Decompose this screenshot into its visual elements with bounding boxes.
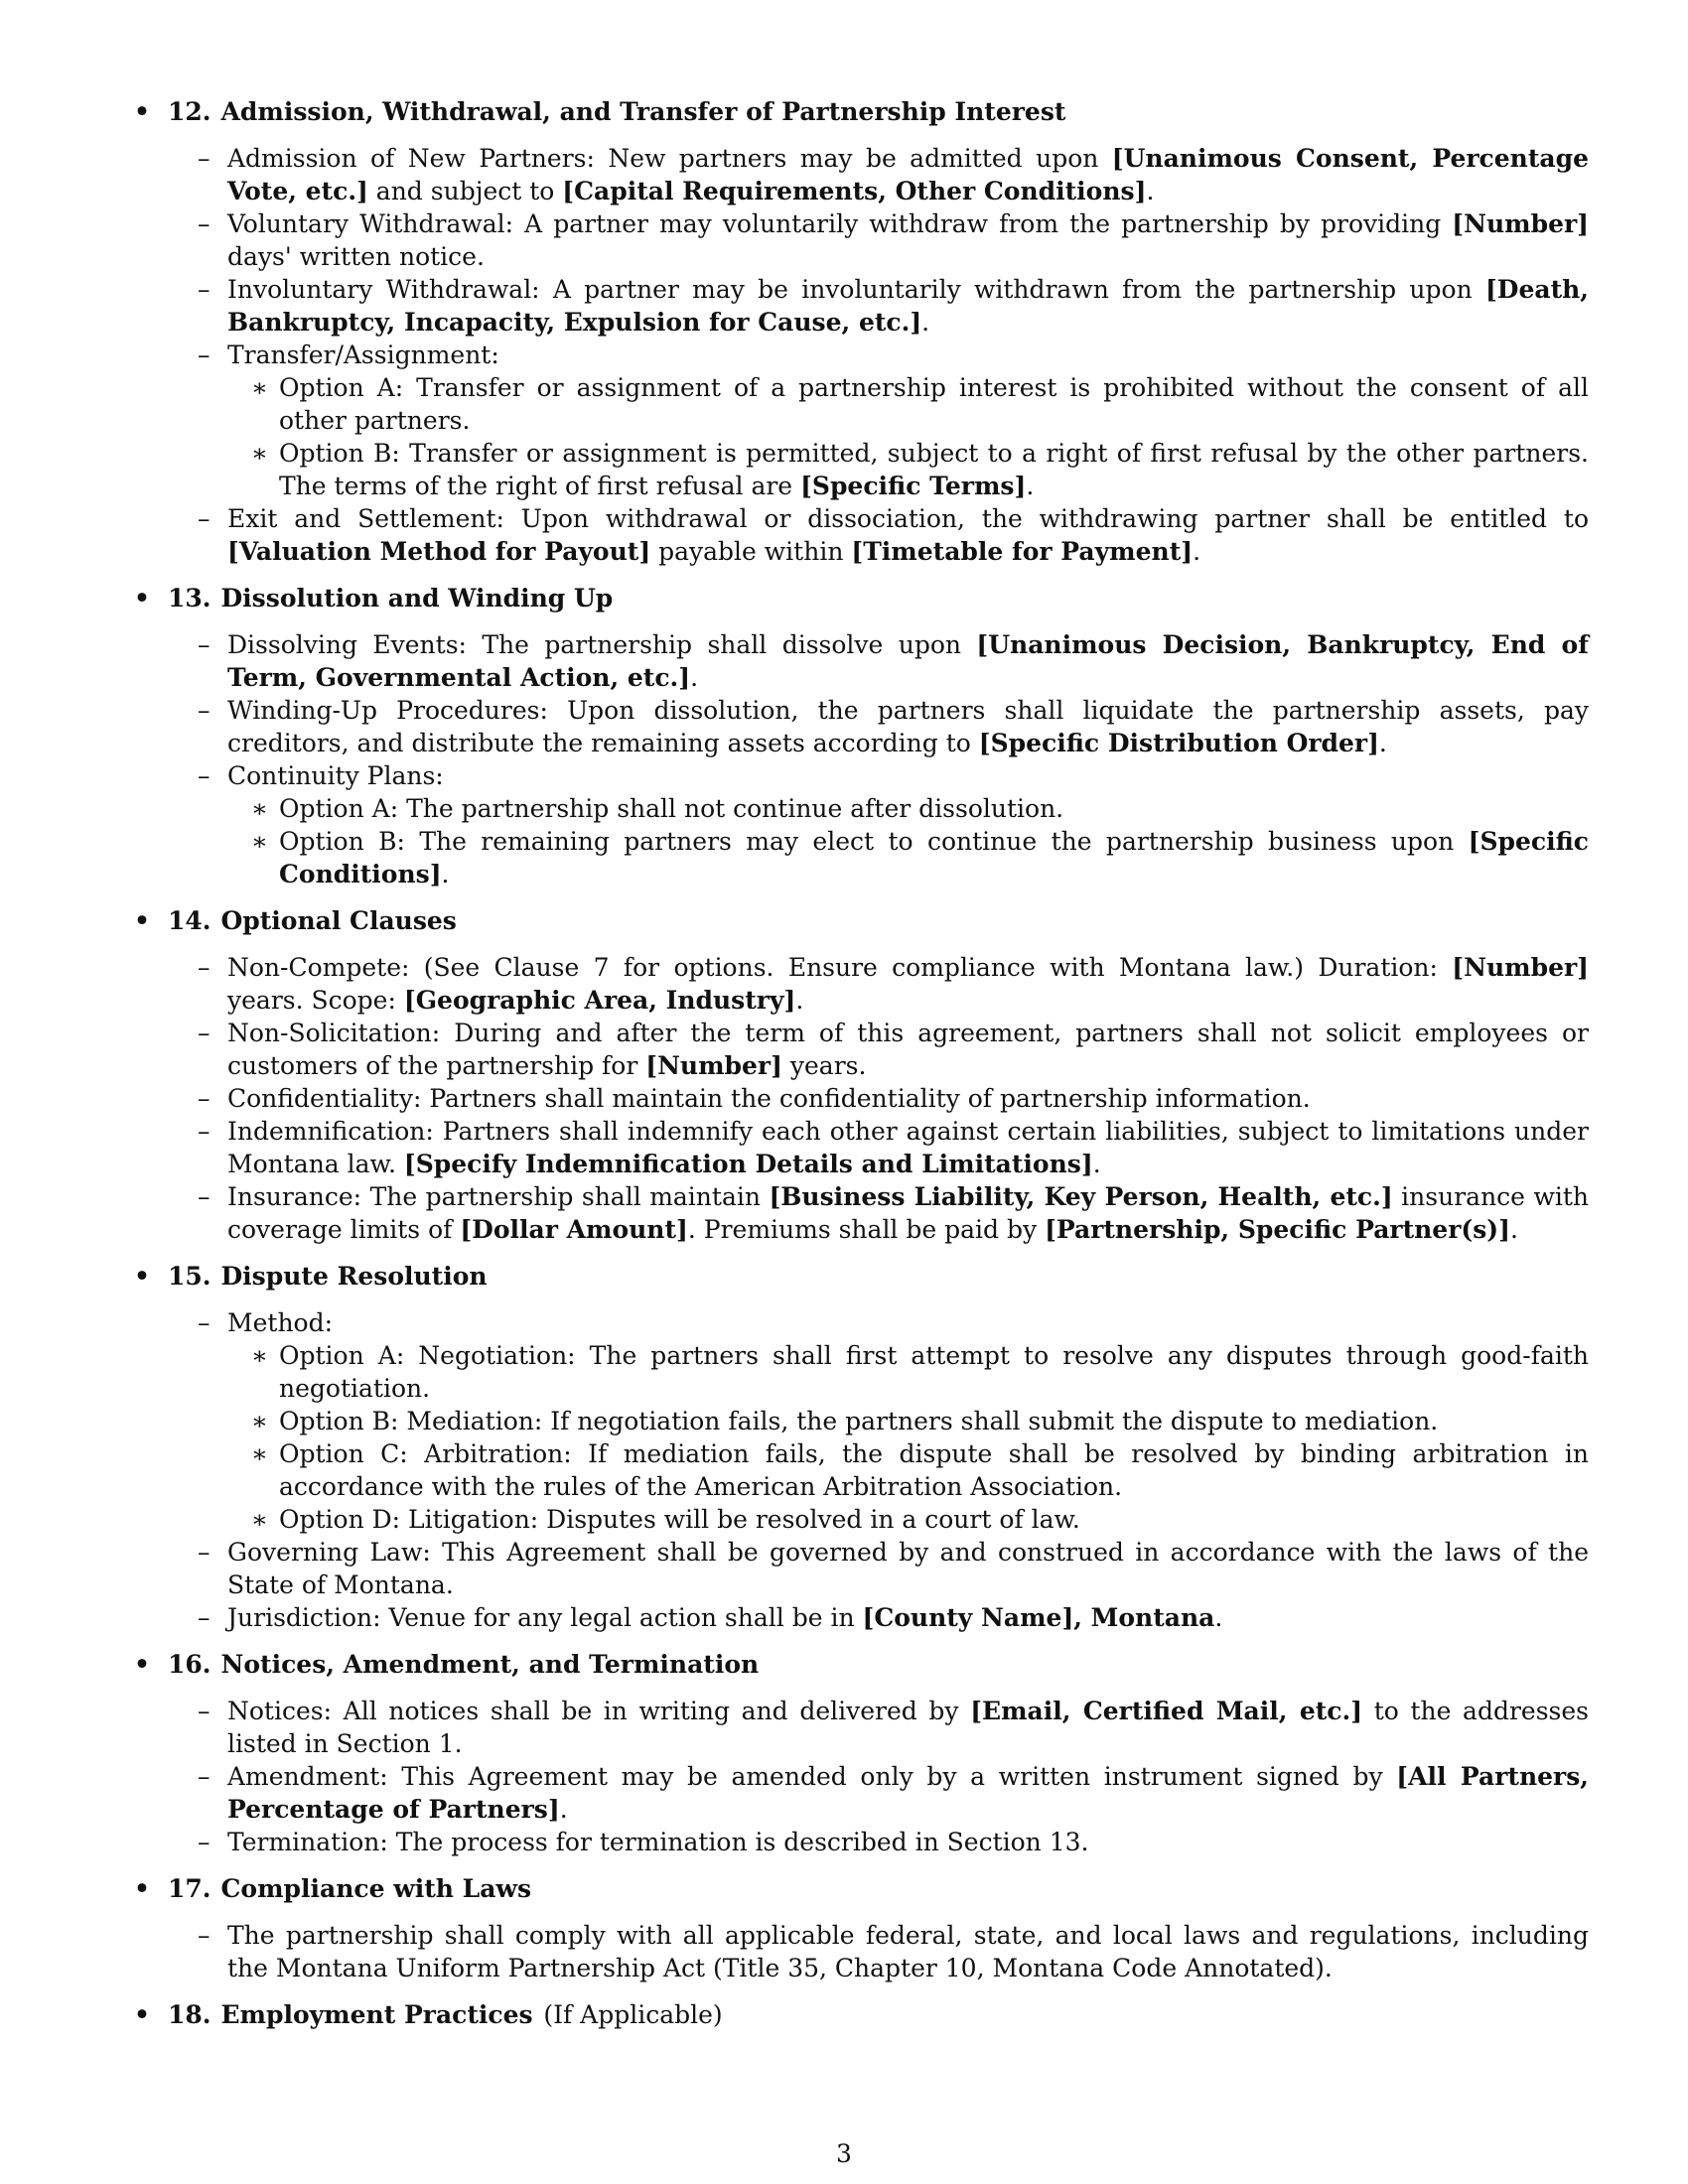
section-heading <box>168 582 1589 614</box>
section-heading <box>168 904 1589 937</box>
text-run: Option B: Transfer or assignment is permitted, subject to a right of first refusal by the other partners. The terms of the right of first refusal are <box>279 439 1589 500</box>
text-run: Admission of New Partners: New partners may be admitted upon <box>227 144 1112 173</box>
clause-list <box>168 628 1589 890</box>
section-heading <box>168 1260 1589 1293</box>
text-run: Option C: Arbitration: If mediation fails, the dispute shall be resolved by binding arbitration in accordance with the rules of the American Arbitration Association. <box>279 1439 1589 1501</box>
dash-icon: – <box>198 630 211 659</box>
text-run: Exit and Settlement: Upon withdrawal or dissociation, the withdrawing partner shall be entitled to <box>227 504 1589 533</box>
asterisk-icon: ∗ <box>251 827 268 856</box>
text-run: insurance with coverage limits of <box>227 1182 1590 1244</box>
text-run: . <box>1026 472 1035 500</box>
placeholder-field: [All Partners, Percentage of Partners] <box>227 1762 1589 1824</box>
section-number: 13. <box>168 584 211 613</box>
clause-item <box>198 502 1589 568</box>
dash-icon: – <box>198 341 211 369</box>
section-number: 16. <box>168 1650 211 1679</box>
section-title: Compliance with Laws <box>220 1874 532 1903</box>
dash-icon: – <box>198 1182 211 1211</box>
text-run: . <box>795 986 804 1015</box>
asterisk-icon: ∗ <box>251 1505 268 1534</box>
dash-icon: – <box>198 1921 211 1950</box>
asterisk-icon: ∗ <box>251 439 268 468</box>
dash-icon: – <box>198 275 211 304</box>
clause-item <box>198 1115 1589 1180</box>
placeholder-field: [Death, Bankruptcy, Incapacity, Expulsion for Cause, etc.] <box>227 275 1589 337</box>
text-run: years. Scope: <box>227 986 404 1015</box>
option-item <box>251 1339 1589 1405</box>
placeholder-field: [Number] <box>645 1051 782 1080</box>
text-run: Involuntary Withdrawal: A partner may be involuntarily withdrawn from the partnership upon <box>227 275 1485 304</box>
clause-item <box>198 207 1589 273</box>
asterisk-icon: ∗ <box>251 373 268 402</box>
clause-item <box>198 628 1589 694</box>
bullet-icon: • <box>134 1650 150 1679</box>
text-run: Notices: All notices shall be in writing and delivered by <box>227 1697 971 1725</box>
placeholder-field: [Partnership, Specific Partner(s)] <box>1045 1215 1510 1244</box>
text-run: . <box>559 1795 568 1824</box>
bullet-icon: • <box>134 1262 150 1291</box>
section-13 <box>134 582 1589 890</box>
placeholder-field: [Number] <box>1452 953 1589 982</box>
section-15 <box>134 1260 1589 1634</box>
text-run: . <box>1146 177 1155 205</box>
text-run: Method: <box>227 1308 334 1337</box>
placeholder-field: [Valuation Method for Payout] <box>227 537 651 566</box>
clause-list <box>168 951 1589 1246</box>
clause-list <box>168 1695 1589 1858</box>
text-run: Transfer/Assignment: <box>227 341 499 369</box>
text-run: . <box>921 308 930 337</box>
option-item <box>251 825 1589 890</box>
section-number: 14. <box>168 906 211 935</box>
dash-icon: – <box>198 1762 211 1791</box>
placeholder-field: [Dollar Amount] <box>460 1215 688 1244</box>
option-list <box>227 371 1589 502</box>
text-run: days' written notice. <box>227 242 485 271</box>
page-number: 3 <box>836 2139 852 2168</box>
dash-icon: – <box>198 1084 211 1113</box>
text-run: . <box>1378 729 1387 757</box>
text-run: Amendment: This Agreement may be amended only by a written instrument signed by <box>227 1762 1397 1791</box>
text-run: . Premiums shall be paid by <box>687 1215 1046 1244</box>
section-note: (If Applicable) <box>543 2000 723 2029</box>
text-run: Termination: The process for termination is described in Section 13. <box>227 1828 1089 1856</box>
option-list <box>227 1339 1589 1536</box>
section-title: Optional Clauses <box>220 906 457 935</box>
dash-icon: – <box>198 1603 211 1632</box>
clause-list <box>168 1919 1589 1984</box>
text-run: years. <box>781 1051 867 1080</box>
dash-icon: – <box>198 1308 211 1337</box>
dash-icon: – <box>198 1117 211 1146</box>
section-heading <box>168 95 1589 128</box>
clause-item <box>198 142 1589 207</box>
dash-icon: – <box>198 209 211 238</box>
option-item <box>251 1437 1589 1503</box>
text-run: Option B: Mediation: If negotiation fails, the partners shall submit the dispute to mediation. <box>279 1407 1439 1435</box>
section-16 <box>134 1648 1589 1858</box>
section-heading <box>168 1872 1589 1905</box>
clause-list <box>168 142 1589 568</box>
clause-item <box>198 273 1589 339</box>
text-run: . <box>1214 1603 1223 1632</box>
bullet-icon: • <box>134 2000 150 2029</box>
section-title: Dispute Resolution <box>220 1262 488 1291</box>
clause-item <box>198 694 1589 759</box>
text-run: Option A: The partnership shall not continue after dissolution. <box>279 794 1064 823</box>
bullet-icon: • <box>134 1874 150 1903</box>
placeholder-field: [Capital Requirements, Other Conditions] <box>562 177 1147 205</box>
text-run: Option A: Negotiation: The partners shall first attempt to resolve any disputes through good-faith negotiation. <box>279 1341 1589 1403</box>
placeholder-field: [Specific Conditions] <box>279 827 1589 888</box>
placeholder-field: [Unanimous Consent, Percentage Vote, etc.] <box>227 144 1589 205</box>
placeholder-field: [Timetable for Payment] <box>851 537 1194 566</box>
dash-icon: – <box>198 761 211 790</box>
placeholder-field: [Unanimous Decision, Bankruptcy, End of Term, Governmental Action, etc.] <box>227 630 1589 692</box>
asterisk-icon: ∗ <box>251 1439 268 1468</box>
section-14 <box>134 904 1589 1246</box>
section-12 <box>134 95 1589 568</box>
option-list <box>227 792 1589 890</box>
section-title: Employment Practices <box>220 2000 533 2029</box>
text-run: to the addresses listed in Section 1. <box>227 1697 1589 1758</box>
clause-item <box>198 1180 1590 1246</box>
text-run: Option D: Litigation: Disputes will be resolved in a court of law. <box>279 1505 1080 1534</box>
text-run: payable within <box>650 537 852 566</box>
section-number: 12. <box>168 97 211 126</box>
text-run: Winding-Up Procedures: Upon dissolution, the partners shall liquidate the partnership assets, pay creditors, and distribute the remaining assets according to <box>227 696 1589 757</box>
bullet-icon: • <box>134 906 150 935</box>
text-run: . <box>1193 537 1201 566</box>
dash-icon: – <box>198 953 211 982</box>
placeholder-field: [County Name], Montana <box>862 1603 1215 1632</box>
placeholder-field: [Email, Certified Mail, etc.] <box>970 1697 1363 1725</box>
text-run: . <box>690 663 699 692</box>
text-run: Insurance: The partnership shall maintain <box>227 1182 770 1211</box>
section-number: 18. <box>168 2000 211 2029</box>
clause-item <box>198 1017 1589 1082</box>
clause-item <box>198 1760 1589 1826</box>
text-run: Dissolving Events: The partnership shall dissolve upon <box>227 630 977 659</box>
dash-icon: – <box>198 504 211 533</box>
option-item <box>251 371 1589 437</box>
asterisk-icon: ∗ <box>251 1341 268 1370</box>
placeholder-field: [Geographic Area, Industry] <box>403 986 796 1015</box>
text-run: Jurisdiction: Venue for any legal action shall be in <box>227 1603 863 1632</box>
clause-item <box>198 759 1589 890</box>
section-number: 17. <box>168 1874 211 1903</box>
clause-item <box>198 1536 1589 1601</box>
clause-item <box>198 1082 1589 1115</box>
placeholder-field: [Business Liability, Key Person, Health, etc.] <box>769 1182 1393 1211</box>
text-run: The partnership shall comply with all applicable federal, state, and local laws and regulations, including the Montana Uniform Partnership Act (Title 35, Chapter 10, Montana Code Annotated). <box>227 1921 1589 1982</box>
asterisk-icon: ∗ <box>251 794 268 823</box>
clause-item <box>198 1306 1589 1536</box>
text-run: Option B: The remaining partners may elect to continue the partnership business upon <box>279 827 1469 856</box>
bullet-icon: • <box>134 97 150 126</box>
placeholder-field: [Specific Terms] <box>800 472 1027 500</box>
text-run: Governing Law: This Agreement shall be governed by and construed in accordance with the laws of the State of Montana. <box>227 1538 1589 1599</box>
text-run: Confidentiality: Partners shall maintain the confidentiality of partnership information. <box>227 1084 1311 1113</box>
clause-item <box>198 1919 1589 1984</box>
option-item <box>251 437 1589 502</box>
section-title: Admission, Withdrawal, and Transfer of Partnership Interest <box>220 97 1066 126</box>
asterisk-icon: ∗ <box>251 1407 268 1435</box>
option-item <box>251 1503 1589 1536</box>
clause-list <box>168 1306 1589 1634</box>
dash-icon: – <box>198 1697 211 1725</box>
text-run: Voluntary Withdrawal: A partner may voluntarily withdraw from the partnership by providing <box>227 209 1453 238</box>
dash-icon: – <box>198 1828 211 1856</box>
text-run: . <box>1092 1150 1101 1178</box>
clause-item <box>198 951 1589 1017</box>
section-number: 15. <box>168 1262 211 1291</box>
section-title: Dissolution and Winding Up <box>220 584 614 613</box>
placeholder-field: [Specify Indemnification Details and Limitations] <box>403 1150 1093 1178</box>
section-heading <box>168 1648 1589 1681</box>
dash-icon: – <box>198 1538 211 1567</box>
section-heading <box>168 1998 1589 2031</box>
section-18 <box>134 1998 1589 2031</box>
option-item <box>251 1405 1589 1437</box>
clause-item <box>198 1695 1589 1760</box>
placeholder-field: [Number] <box>1452 209 1589 238</box>
text-run: Option A: Transfer or assignment of a partnership interest is prohibited without the consent of all other partners. <box>279 373 1589 435</box>
clause-item <box>198 1601 1589 1634</box>
dash-icon: – <box>198 144 211 173</box>
text-run: Non-Solicitation: During and after the term of this agreement, partners shall not solicit employees or customers of the partnership for <box>227 1019 1589 1080</box>
bullet-icon: • <box>134 584 150 613</box>
clause-item <box>198 339 1589 502</box>
text-run: . <box>441 860 450 888</box>
text-run: Continuity Plans: <box>227 761 444 790</box>
text-run: . <box>1509 1215 1518 1244</box>
option-item <box>251 792 1589 825</box>
section-17 <box>134 1872 1589 1984</box>
section-title: Notices, Amendment, and Termination <box>220 1650 760 1679</box>
document-body <box>134 95 1589 2045</box>
dash-icon: – <box>198 1019 211 1047</box>
text-run: Indemnification: Partners shall indemnify each other against certain liabilities, subject to limitations under Montana law. <box>227 1117 1589 1178</box>
text-run: and subject to <box>367 177 563 205</box>
dash-icon: – <box>198 696 211 725</box>
placeholder-field: [Specific Distribution Order] <box>978 729 1379 757</box>
text-run: Non-Compete: (See Clause 7 for options. Ensure compliance with Montana law.) Duration: <box>227 953 1453 982</box>
clause-item <box>198 1826 1589 1858</box>
